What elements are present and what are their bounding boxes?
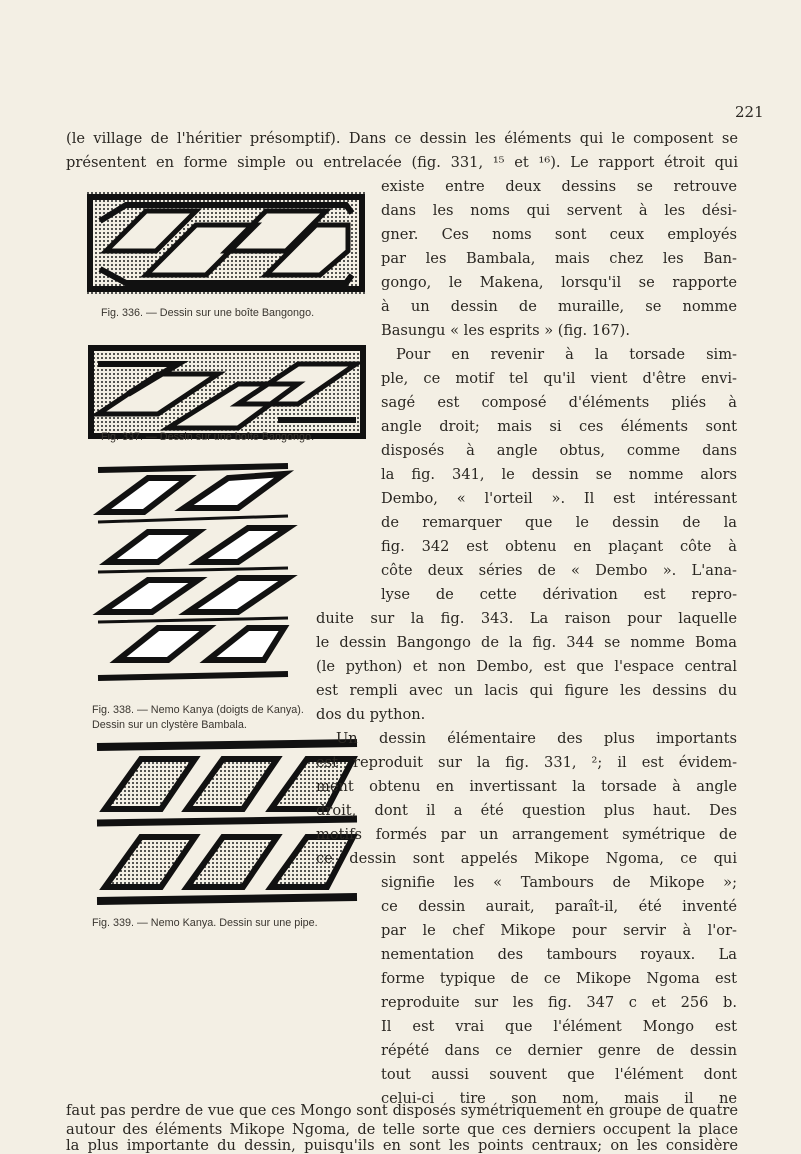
text-line-17: de remarquer que le dessin de la xyxy=(381,514,737,531)
caption-fig338-line2: Dessin sur un clystère Bambala. xyxy=(92,719,247,731)
text-line-4: dans les noms qui servent à les dési- xyxy=(381,202,737,219)
text-line-25: dos du python. xyxy=(316,706,426,723)
figure-336 xyxy=(86,191,366,295)
text-line-34: par le chef Mikope pour servir à l'or- xyxy=(381,922,737,939)
page-number: 221 xyxy=(735,103,764,121)
text-line-27: est reproduit sur la fig. 331, ²; il est évidem- xyxy=(316,754,737,771)
figure-337 xyxy=(88,344,366,440)
text-line-22: le dessin Bangongo de la fig. 344 se nomme Boma xyxy=(316,634,737,651)
text-line-14: disposés à angle obtus, comme dans xyxy=(381,442,737,459)
text-line-40: tout aussi souvent que l'élément dont xyxy=(381,1066,737,1083)
text-line-32: signifie les « Tambours de Mikope »; xyxy=(381,874,737,891)
text-line-13: angle droit; mais si ces éléments sont xyxy=(381,418,737,435)
text-line-19: côte deux séries de « Dembo ». L'ana- xyxy=(381,562,737,579)
text-line-16: Dembo, « l'orteil ». Il est intéressant xyxy=(381,490,737,507)
text-line-28: ment obtenu en invertissant la torsade à angle xyxy=(316,778,737,795)
text-line-6: par les Bambala, mais chez les Ban- xyxy=(381,250,737,267)
text-line-7: gongo, le Makena, lorsqu'il se rapporte xyxy=(381,274,737,291)
figure-338 xyxy=(88,452,300,692)
text-line-15: la fig. 341, le dessin se nomme alors xyxy=(381,466,737,483)
text-line-23: (le python) et non Dembo, est que l'espace central xyxy=(316,658,737,675)
figure-336-pattern xyxy=(86,191,366,295)
text-line-12: sagé est composé d'éléments pliés à xyxy=(381,394,737,411)
text-line-8: à un dessin de muraille, se nomme xyxy=(381,298,737,315)
text-line-18: fig. 342 est obtenu en plaçant côte à xyxy=(381,538,737,555)
text-line-43: autour des éléments Mikope Ngoma, de telle sorte que ces derniers occupent la place xyxy=(66,1121,738,1138)
caption-fig337: Fig. 337. — Dessin sur une boîte Bangongo. xyxy=(101,431,315,443)
text-line-5: gner. Ces noms sont ceux employés xyxy=(381,226,737,243)
caption-fig339: Fig. 339. — Nemo Kanya. Dessin sur une pipe. xyxy=(92,917,318,929)
text-line-20: lyse de cette dérivation est repro- xyxy=(381,586,737,603)
text-line-39: répété dans ce dernier genre de dessin xyxy=(381,1042,737,1059)
text-line-30: motifs formés par un arrangement symétrique de xyxy=(316,826,737,843)
text-line-24: est rempli avec un lacis qui figure les dessins du xyxy=(316,682,737,699)
text-line-31: ce dessin sont appelés Mikope Ngoma, ce qui xyxy=(316,850,737,867)
text-line-42: faut pas perdre de vue que ces Mongo sont disposés symétriquement en groupe de quatre xyxy=(66,1102,738,1119)
figure-338-pattern xyxy=(88,452,300,692)
text-line-29: droit, dont il a été question plus haut. Des xyxy=(316,802,737,819)
text-line-1: (le village de l'héritier présomptif). Dans ce dessin les éléments qui le composent se xyxy=(66,130,738,147)
text-line-41: celui-ci tire son nom, mais il ne xyxy=(381,1090,737,1107)
text-line-9: Basungu « les esprits » (fig. 167). xyxy=(381,322,630,339)
text-line-11: ple, ce motif tel qu'il vient d'être envi- xyxy=(381,370,737,387)
text-line-21: duite sur la fig. 343. La raison pour laquelle xyxy=(316,610,737,627)
text-line-38: Il est vrai que l'élément Mongo est xyxy=(381,1018,737,1035)
text-line-44: la plus importante du dessin, puisqu'ils en sont les points centraux; on les considère xyxy=(66,1137,738,1154)
caption-fig338-line1: Fig. 338. — Nemo Kanya (doigts de Kanya). xyxy=(92,704,304,716)
text-line-35: nementation des tambours royaux. La xyxy=(381,946,737,963)
figure-337-pattern xyxy=(88,344,366,440)
text-line-10: Pour en revenir à la torsade sim- xyxy=(396,346,737,363)
text-line-26: Un dessin élémentaire des plus importants xyxy=(336,730,737,747)
caption-fig336: Fig. 336. — Dessin sur une boîte Bangongo. xyxy=(101,307,315,319)
text-line-2: présentent en forme simple ou entrelacée (fig. 331, ¹⁵ et ¹⁶). Le rapport étroit qui xyxy=(66,154,738,171)
text-line-33: ce dessin aurait, paraît-il, été inventé xyxy=(381,898,737,915)
text-line-37: reproduite sur les fig. 347 c et 256 b. xyxy=(381,994,737,1011)
text-line-3: existe entre deux dessins se retrouve xyxy=(381,178,737,195)
text-line-36: forme typique de ce Mikope Ngoma est xyxy=(381,970,737,987)
